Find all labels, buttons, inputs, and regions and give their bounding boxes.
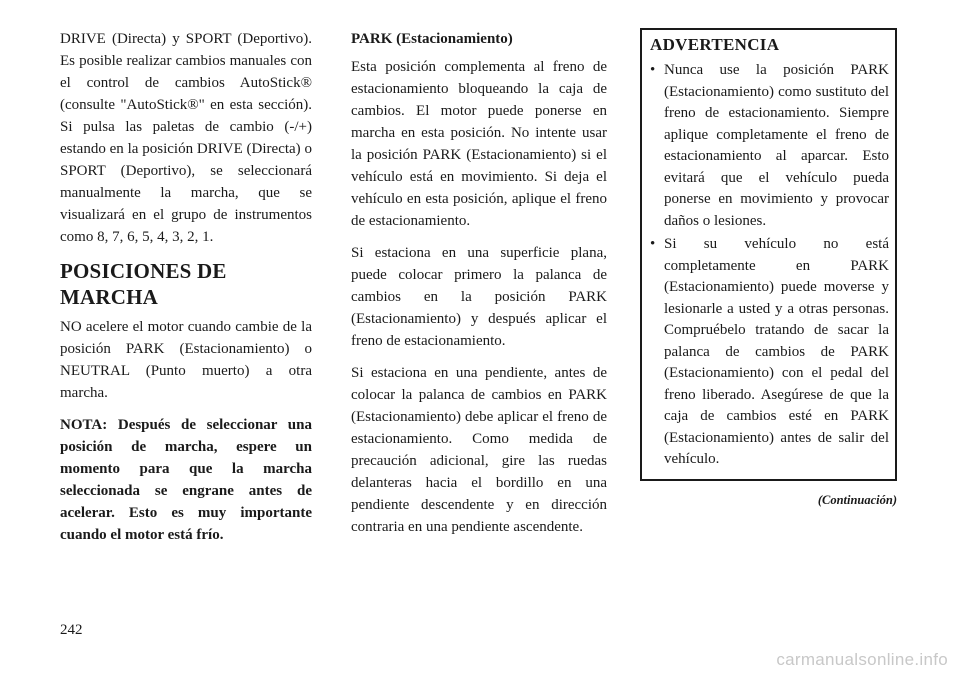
park-paragraph-2: Si estaciona en una superficie plana, puede colocar primero la palanca de cambios en la posición PARK (Estacionamiento) y después aplicar el freno de estacionamiento. xyxy=(351,245,607,349)
park-paragraph-3: Si estaciona en una pendiente, antes de colocar la palanca de cambios en PARK (Estacionamiento) debe aplicar el freno de estacionamiento. Como medida de precaución adicional, gire las ruedas delanteras hacia el bordillo en una pendiente descendente y en dirección contraria en una pendiente ascendente. xyxy=(351,365,607,535)
bullet-icon: • xyxy=(650,236,656,252)
warning-item-text: Si su vehículo no está completamente en PARK (Estacionamiento) puede moverse y lesionarle a usted y a otras personas. Compruébelo tratando de sacar la palanca de cambios de PARK (Estacionamiento) con el pedal del freno liberado. Asegúrese de que la caja de cambios esté en PARK (Estacionamiento) antes de salir del vehículo. xyxy=(664,236,889,467)
warning-list xyxy=(650,60,889,471)
warning-box xyxy=(640,28,897,481)
warning-title: ADVERTENCIA xyxy=(650,35,780,54)
warning-item xyxy=(650,234,889,471)
park-paragraph-1: Esta posición complementa al freno de estacionamiento bloqueando la caja de cambios. El motor puede ponerse en marcha en esta posición. No intente usar la posición PARK (Estacionamiento) si el vehículo está en movimiento. Si deja el vehículo en esta posición, aplique el freno de estacionamiento. xyxy=(351,59,607,229)
drive-sport-paragraph: DRIVE (Directa) y SPORT (Deportivo). Es posible realizar cambios manuales con el control de cambios AutoStick® (consulte "AutoStick®" en esta sección). Si pulsa las paletas de cambio (-/+) estando en la posición DRIVE (Directa) o SPORT (Deportivo), se seleccionará manualmente la marcha, que se visualizará en el grupo de instrumentos como 8, 7, 6, 5, 4, 3, 2, 1. xyxy=(60,31,312,245)
middle-column xyxy=(351,28,607,548)
page-number: 242 xyxy=(60,622,83,638)
warning-item-text: Nunca use la posición PARK (Estacionamiento) como sustituto del freno de estacionamiento. Siempre aplique completamente el freno de estacionamiento al aparcar. Esto evitará que el vehículo pueda ponerse en movimiento y provocar daños o lesiones. xyxy=(664,62,889,229)
continuation-note: (Continuación) xyxy=(817,492,897,507)
watermark: carmanualsonline.info xyxy=(776,650,948,669)
park-subheading: PARK (Estacionamiento) xyxy=(351,31,513,47)
bullet-icon: • xyxy=(650,62,656,78)
warning-item xyxy=(650,60,889,232)
note-paragraph: NOTA: Después de seleccionar una posición de marcha, espere un momento para que la marcha seleccionada se engrane antes de acelerar. Esto es muy importante cuando el motor está frío. xyxy=(60,417,312,543)
section-title: POSICIONES DE MARCHA xyxy=(60,259,227,309)
left-column xyxy=(60,28,312,556)
no-accelerate-paragraph: NO acelere el motor cuando cambie de la posición PARK (Estacionamiento) o NEUTRAL (Punto muerto) a otra marcha. xyxy=(60,319,312,401)
right-column xyxy=(640,28,897,508)
